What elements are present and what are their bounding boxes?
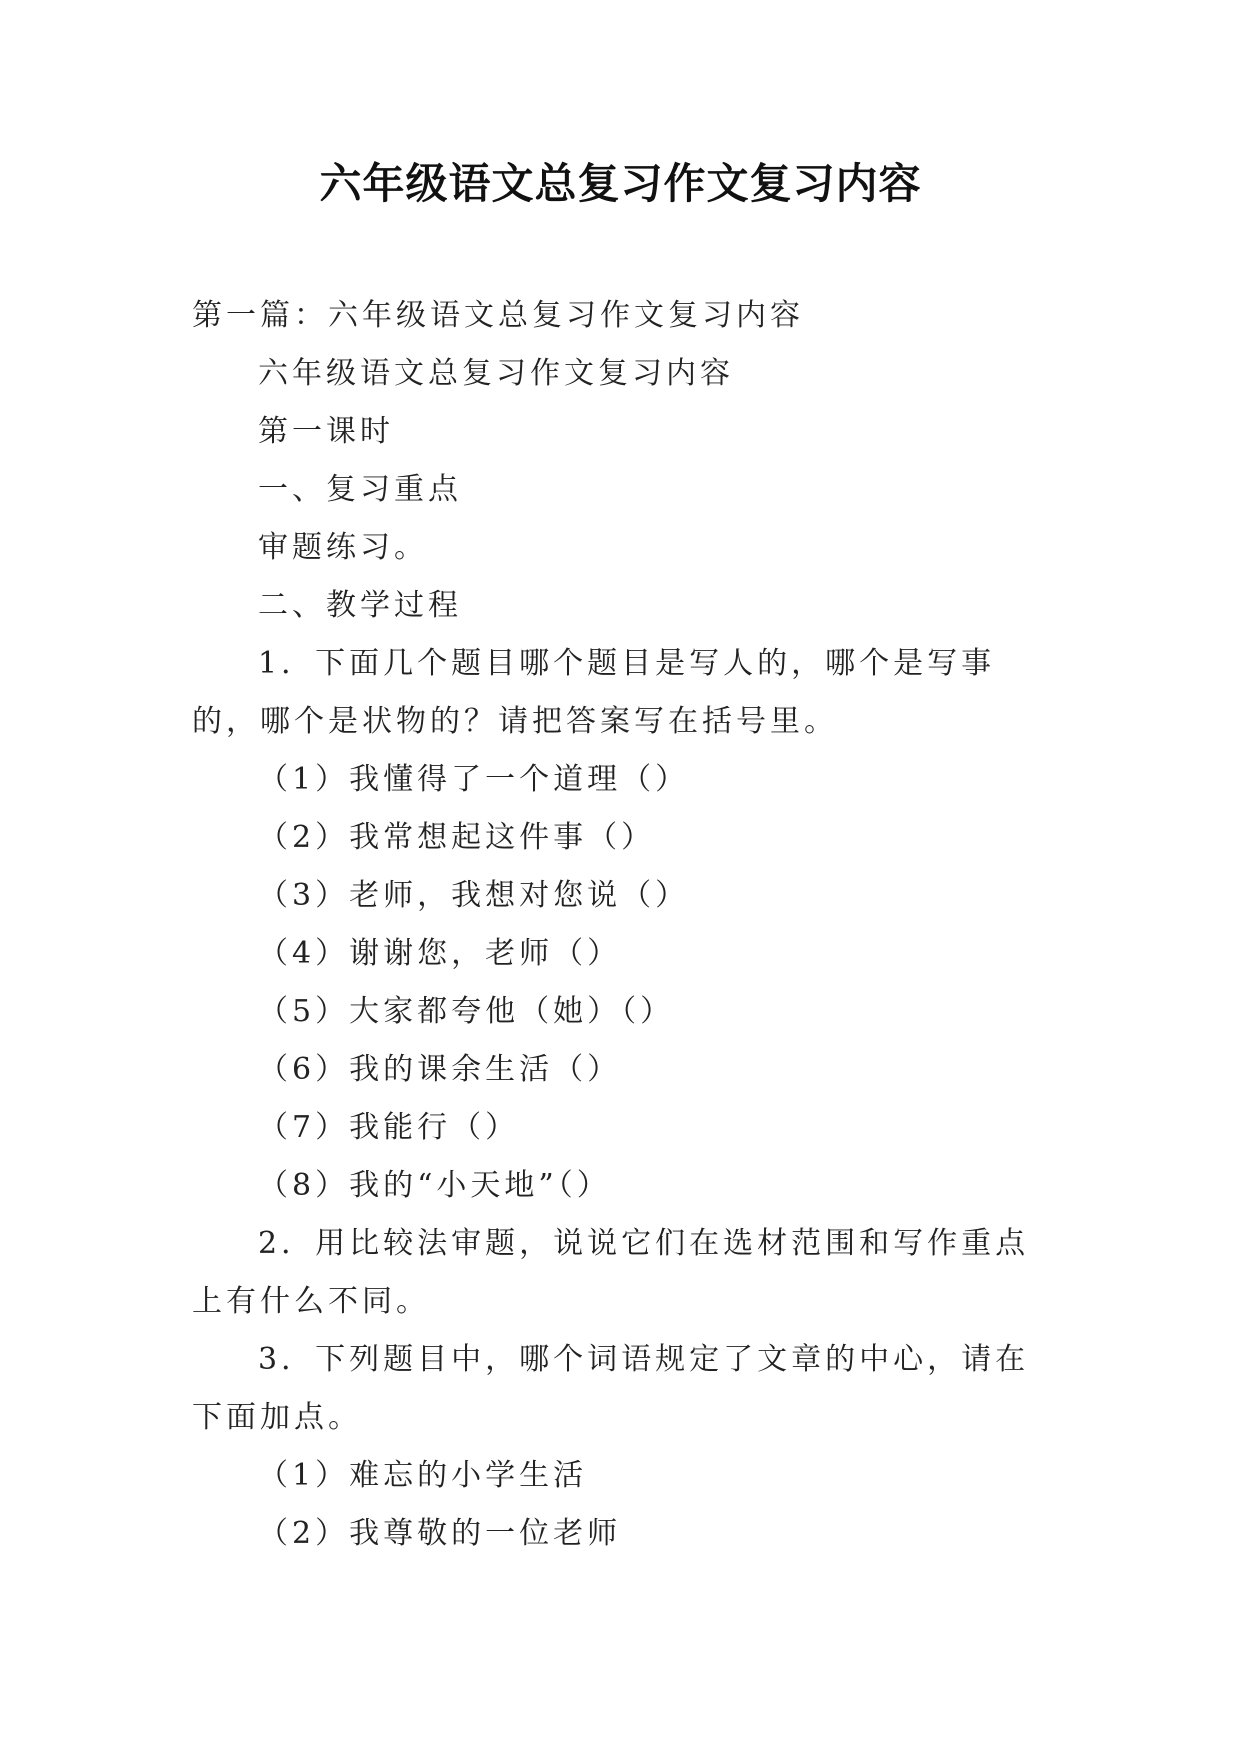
paragraph-section-heading: 第一篇：六年级语文总复习作文复习内容	[192, 298, 804, 333]
paragraph-question-1: 1．下面几个题目哪个题目是写人的，哪个是写事的，哪个是状物的？请把答案写在括号里。	[192, 646, 996, 739]
list-item: （1）我懂得了一个道理（）	[258, 762, 690, 797]
list-item: （4）谢谢您，老师（）	[258, 936, 622, 971]
paragraph-question-2: 2．用比较法审题，说说它们在选材范围和写作重点上有什么不同。	[192, 1226, 1030, 1319]
paragraph-subtitle: 六年级语文总复习作文复习内容	[258, 356, 734, 391]
paragraph-teaching-process-heading: 二、教学过程	[258, 588, 462, 623]
list-item: （1）难忘的小学生活	[258, 1458, 588, 1493]
list-item: （2）我尊敬的一位老师	[258, 1516, 622, 1551]
paragraph-question-3: 3．下列题目中，哪个词语规定了文章的中心，请在下面加点。	[192, 1342, 1030, 1435]
list-item: （3）老师，我想对您说（）	[258, 878, 690, 913]
list-item: （2）我常想起这件事（）	[258, 820, 656, 855]
document-body	[192, 287, 1062, 1563]
list-item: （8）我的“小天地”（）	[258, 1168, 611, 1203]
document-title: 六年级语文总复习作文复习内容	[319, 159, 922, 208]
paragraph-review-focus-heading: 一、复习重点	[258, 472, 462, 507]
list-item: （7）我能行（）	[258, 1110, 520, 1145]
list-item: （6）我的课余生活（）	[258, 1052, 622, 1087]
list-item: （5）大家都夸他（她）（）	[258, 994, 675, 1029]
paragraph-review-focus: 审题练习。	[258, 530, 428, 565]
paragraph-lesson: 第一课时	[258, 414, 394, 449]
